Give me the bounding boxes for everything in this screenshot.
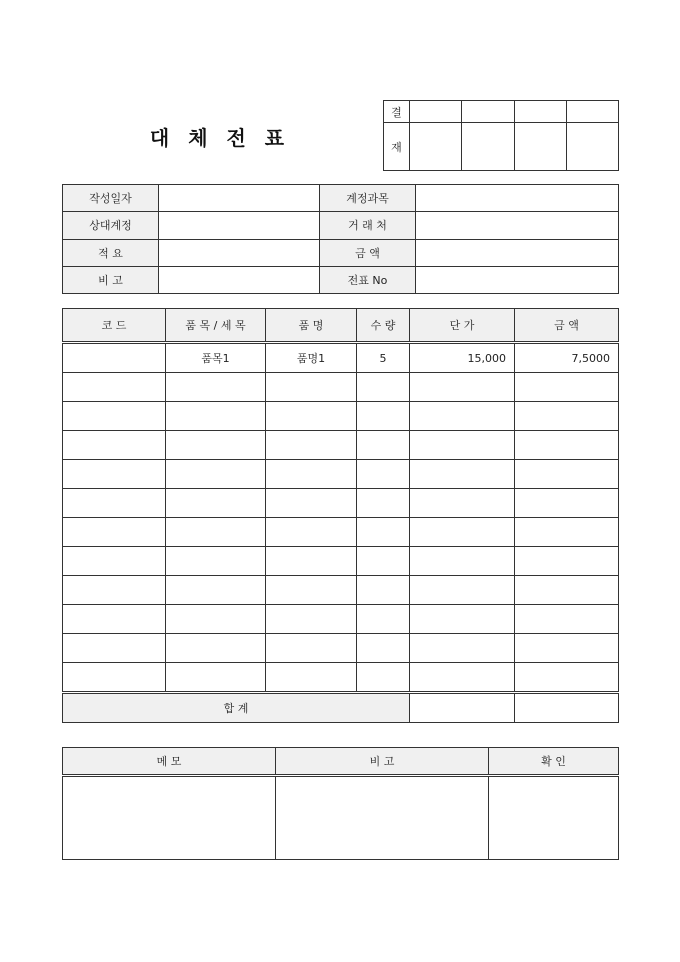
table-cell[interactable] (166, 431, 266, 460)
table-cell[interactable] (357, 402, 410, 431)
table-cell[interactable] (515, 634, 619, 663)
table-cell[interactable] (166, 605, 266, 634)
table-cell[interactable] (410, 547, 515, 576)
table-row (63, 547, 619, 576)
column-header: 코 드 (63, 309, 166, 343)
approval-slot-4-head[interactable] (566, 101, 618, 123)
column-header: 품 목 / 세 목 (166, 309, 266, 343)
approval-slot-1-head[interactable] (410, 101, 462, 123)
table-cell[interactable] (410, 576, 515, 605)
confirm-header: 확 인 (489, 748, 619, 776)
items-header-row (63, 309, 619, 343)
table-cell[interactable] (166, 489, 266, 518)
table-row (63, 605, 619, 634)
approval-slot-3-head[interactable] (514, 101, 566, 123)
total-unit-price-field[interactable] (410, 693, 515, 723)
table-cell[interactable] (63, 431, 166, 460)
info-label: 거 래 처 (320, 212, 416, 239)
table-cell[interactable] (63, 518, 166, 547)
approval-box (383, 100, 619, 171)
table-cell[interactable] (410, 518, 515, 547)
table-cell[interactable] (515, 663, 619, 693)
info-label: 상대계정 (63, 212, 159, 239)
table-cell[interactable] (266, 489, 357, 518)
table-cell[interactable]: 15,000 (410, 343, 515, 373)
table-cell[interactable] (357, 576, 410, 605)
total-amount-field[interactable] (515, 693, 619, 723)
table-cell[interactable] (63, 576, 166, 605)
table-row (63, 489, 619, 518)
info-label: 전표 No (320, 266, 416, 293)
memo-table (62, 747, 619, 860)
table-cell[interactable] (266, 547, 357, 576)
table-cell[interactable] (266, 518, 357, 547)
table-cell[interactable] (63, 489, 166, 518)
table-cell[interactable] (63, 547, 166, 576)
table-cell[interactable] (410, 460, 515, 489)
table-cell[interactable] (166, 460, 266, 489)
total-label: 합 계 (63, 693, 410, 723)
column-header: 품 명 (266, 309, 357, 343)
approval-label-bottom: 재 (384, 123, 410, 171)
info-table (62, 184, 619, 294)
approval-slot-4-sign[interactable] (566, 123, 618, 171)
info-label: 비 고 (63, 266, 159, 293)
table-row (63, 576, 619, 605)
info-value-field[interactable] (416, 212, 619, 239)
table-cell[interactable] (266, 402, 357, 431)
approval-slot-3-sign[interactable] (514, 123, 566, 171)
table-cell[interactable] (515, 460, 619, 489)
table-cell[interactable] (266, 373, 357, 402)
table-cell[interactable]: 7,5000 (515, 343, 619, 373)
table-cell[interactable] (357, 518, 410, 547)
table-row (63, 663, 619, 693)
table-cell[interactable] (515, 576, 619, 605)
table-cell[interactable] (166, 373, 266, 402)
info-label: 적 요 (63, 239, 159, 266)
table-cell[interactable] (166, 663, 266, 693)
table-cell[interactable] (410, 634, 515, 663)
info-value-field[interactable] (416, 266, 619, 293)
table-cell[interactable] (515, 431, 619, 460)
table-cell[interactable] (357, 605, 410, 634)
table-cell[interactable] (410, 489, 515, 518)
table-cell[interactable] (266, 576, 357, 605)
document-title: 대 체 전 표 (149, 126, 291, 150)
info-value-field[interactable] (159, 266, 320, 293)
table-cell[interactable] (63, 663, 166, 693)
table-cell[interactable] (410, 402, 515, 431)
approval-slot-2-sign[interactable] (462, 123, 514, 171)
table-cell[interactable] (357, 663, 410, 693)
info-label: 금 액 (320, 239, 416, 266)
remarks-field[interactable] (276, 776, 489, 860)
table-cell[interactable] (410, 605, 515, 634)
table-row (63, 343, 619, 373)
table-cell[interactable] (266, 605, 357, 634)
table-cell[interactable] (515, 518, 619, 547)
table-cell[interactable] (357, 431, 410, 460)
info-value-field[interactable] (159, 185, 320, 212)
table-cell[interactable] (515, 489, 619, 518)
approval-slot-1-sign[interactable] (410, 123, 462, 171)
column-header: 단 가 (410, 309, 515, 343)
total-row (63, 693, 619, 723)
approval-label-top: 결 (384, 101, 410, 123)
table-cell[interactable] (166, 634, 266, 663)
remarks-header: 비 고 (276, 748, 489, 776)
table-cell[interactable] (357, 547, 410, 576)
table-cell[interactable] (410, 663, 515, 693)
table-row (63, 373, 619, 402)
table-cell[interactable]: 품목1 (166, 343, 266, 373)
info-label: 작성일자 (63, 185, 159, 212)
table-cell[interactable] (166, 402, 266, 431)
table-cell[interactable] (515, 373, 619, 402)
table-cell[interactable] (357, 373, 410, 402)
table-cell[interactable] (266, 634, 357, 663)
table-cell[interactable]: 5 (357, 343, 410, 373)
table-cell[interactable] (166, 547, 266, 576)
table-cell[interactable] (63, 343, 166, 373)
info-value-field[interactable] (416, 185, 619, 212)
table-cell[interactable] (166, 518, 266, 547)
table-cell[interactable] (63, 373, 166, 402)
confirm-field[interactable] (489, 776, 619, 860)
table-cell[interactable] (357, 460, 410, 489)
info-label: 계정과목 (320, 185, 416, 212)
table-cell[interactable] (410, 431, 515, 460)
table-cell[interactable] (515, 605, 619, 634)
memo-field[interactable] (63, 776, 276, 860)
table-cell[interactable] (515, 547, 619, 576)
info-value-field[interactable] (159, 239, 320, 266)
info-value-field[interactable] (416, 239, 619, 266)
info-value-field[interactable] (159, 212, 320, 239)
memo-header: 메 모 (63, 748, 276, 776)
table-row (63, 460, 619, 489)
table-cell[interactable] (166, 576, 266, 605)
approval-slot-2-head[interactable] (462, 101, 514, 123)
table-cell[interactable]: 품명1 (266, 343, 357, 373)
table-cell[interactable] (63, 402, 166, 431)
memo-header-row (63, 748, 619, 776)
table-cell[interactable] (515, 402, 619, 431)
table-row (63, 518, 619, 547)
table-cell[interactable] (357, 634, 410, 663)
table-cell[interactable] (410, 373, 515, 402)
table-cell[interactable] (266, 663, 357, 693)
table-row (63, 402, 619, 431)
table-cell[interactable] (63, 460, 166, 489)
items-table (62, 308, 619, 723)
column-header: 수 량 (357, 309, 410, 343)
table-cell[interactable] (266, 431, 357, 460)
table-cell[interactable] (357, 489, 410, 518)
table-row (63, 634, 619, 663)
table-cell[interactable] (266, 460, 357, 489)
column-header: 금 액 (515, 309, 619, 343)
table-cell[interactable] (63, 634, 166, 663)
table-row (63, 431, 619, 460)
table-cell[interactable] (63, 605, 166, 634)
